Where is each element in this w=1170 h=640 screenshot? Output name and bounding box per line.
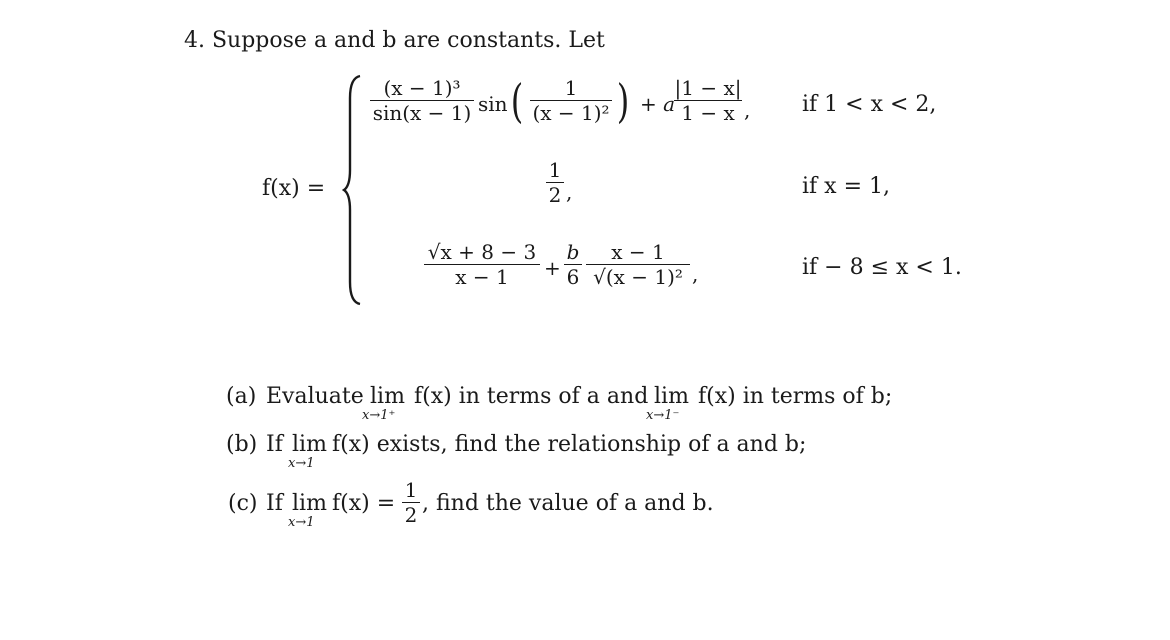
part-c-lim-sub: x→1 bbox=[288, 515, 315, 530]
part-a-text2: f(x) in terms of a and bbox=[414, 384, 649, 409]
case1-inner-frac bbox=[530, 76, 612, 125]
case1-frac3-num: |1 − x| bbox=[674, 76, 742, 100]
part-c-text2: f(x) = bbox=[332, 491, 396, 516]
case3-frac1 bbox=[424, 240, 540, 289]
case3-comma: , bbox=[692, 262, 699, 286]
part-c-num: 1 bbox=[404, 478, 418, 502]
case1-frac1 bbox=[370, 76, 474, 125]
part-c-label: (c) bbox=[228, 491, 258, 516]
case1-comma: , bbox=[744, 98, 751, 122]
part-a-lim2-sub: x→1⁻ bbox=[646, 408, 680, 423]
case2-frac bbox=[546, 158, 564, 207]
case2-num: 1 bbox=[548, 158, 562, 182]
part-b-lim: lim bbox=[292, 432, 327, 457]
case3-b-num: b bbox=[566, 240, 580, 264]
part-a-lim2: lim bbox=[654, 384, 689, 409]
part-a-lim1-sub: x→1⁺ bbox=[362, 408, 396, 423]
case1-sin: sin bbox=[478, 92, 508, 116]
part-b-text1: If bbox=[266, 432, 283, 457]
case1-condition: if 1 < x < 2, bbox=[802, 92, 937, 117]
case1-left-paren: ( bbox=[510, 74, 524, 128]
part-c-lim: lim bbox=[292, 491, 327, 516]
case1-plus-a: + a bbox=[640, 92, 676, 116]
part-c-frac bbox=[402, 478, 420, 527]
part-c-den: 2 bbox=[404, 503, 418, 527]
case2-condition: if x = 1, bbox=[802, 174, 890, 199]
case3-frac3-den: √(x − 1)² bbox=[593, 265, 683, 289]
part-a-text1: Evaluate bbox=[266, 384, 364, 409]
case2-comma: , bbox=[566, 180, 573, 204]
case3-frac3 bbox=[586, 240, 690, 289]
case1-right-paren: ) bbox=[616, 74, 630, 128]
piecewise-brace bbox=[342, 74, 364, 306]
case1-frac3 bbox=[674, 76, 742, 125]
part-a-label: (a) bbox=[226, 384, 257, 409]
case3-frac3-num: x − 1 bbox=[611, 240, 665, 264]
function-lhs: f(x) = bbox=[262, 176, 326, 201]
part-c-text3: , find the value of a and b. bbox=[422, 491, 714, 516]
case1-frac1-num: (x − 1)³ bbox=[383, 76, 461, 100]
case3-frac1-num: √x + 8 − 3 bbox=[427, 240, 537, 264]
part-b-lim-sub: x→1 bbox=[288, 456, 315, 471]
case3-frac1-den: x − 1 bbox=[455, 265, 509, 289]
case1-inner-num: 1 bbox=[564, 76, 578, 100]
part-b-label: (b) bbox=[226, 432, 258, 457]
problem-intro: 4. Suppose a and b are constants. Let bbox=[184, 28, 605, 53]
case3-b-frac bbox=[564, 240, 582, 289]
part-a-lim1: lim bbox=[370, 384, 405, 409]
part-a-text3: f(x) in terms of b; bbox=[698, 384, 893, 409]
case3-condition: if − 8 ≤ x < 1. bbox=[802, 255, 962, 280]
case1-inner-den: (x − 1)² bbox=[532, 101, 610, 125]
case1-frac3-den: 1 − x bbox=[681, 101, 735, 125]
case3-plus: + bbox=[544, 256, 561, 280]
case3-b-den: 6 bbox=[566, 265, 580, 289]
case2-den: 2 bbox=[548, 183, 562, 207]
part-c-text1: If bbox=[266, 491, 283, 516]
case1-frac1-den: sin(x − 1) bbox=[372, 101, 472, 125]
part-b-text2: f(x) exists, find the relationship of a and b; bbox=[332, 432, 807, 457]
